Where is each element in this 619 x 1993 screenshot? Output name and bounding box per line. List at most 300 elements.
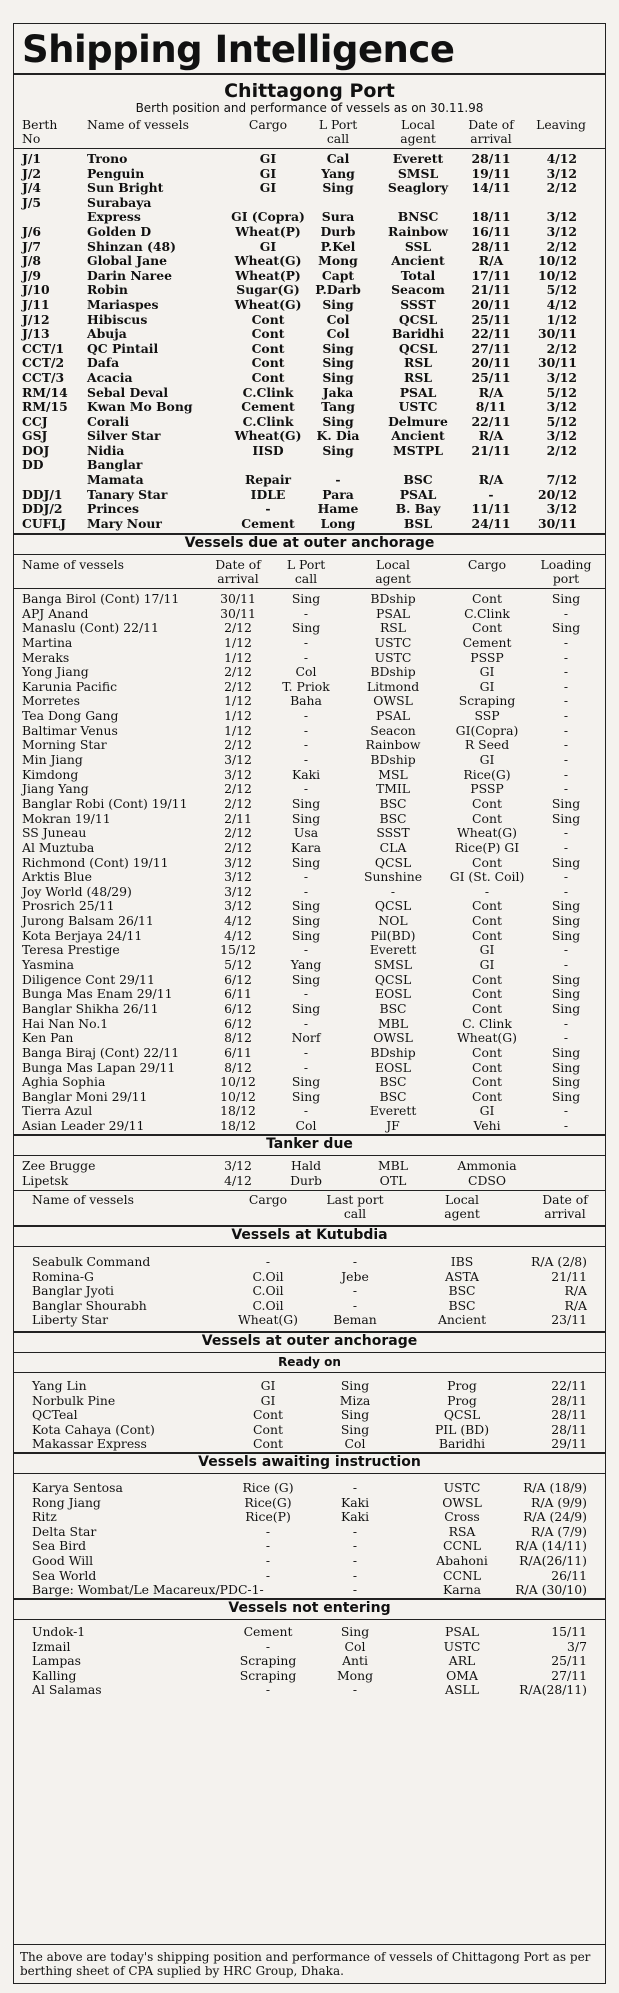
cargo-cell: Repair [244, 472, 292, 488]
agent-cell: PSAL [399, 384, 437, 400]
lport-cell: Col [326, 326, 350, 342]
berth-no-cell: J/13 [22, 326, 50, 342]
vessel-name-cell: Silver Star [87, 428, 161, 444]
table-row [22, 986, 594, 1001]
hdr-tanker-cargo: Cargo [248, 1192, 288, 1207]
arrival-cell: 30/11 [220, 591, 256, 606]
agent-cell: USTC [398, 399, 438, 415]
berth-no-cell: RM/14 [22, 384, 68, 400]
agent-cell: Abahoni [436, 1552, 488, 1568]
loading-port-cell: Sing [551, 971, 581, 987]
arrival-cell: 2/12 [224, 839, 252, 855]
table-row [22, 385, 594, 400]
date-cell: R/A (2/8) [531, 1254, 587, 1269]
berth-no-cell: J/7 [22, 238, 42, 254]
cargo-cell: Rice (G) [242, 1480, 294, 1495]
agent-cell: RSL [404, 355, 432, 371]
agent-cell: BDship [370, 1044, 416, 1060]
berth-no-cell: J/6 [22, 223, 42, 239]
cargo-cell: R Seed [464, 737, 510, 753]
date-cell: 26/11 [551, 1567, 587, 1583]
lport-cell: - [303, 605, 309, 621]
berth-no-cell: J/4 [22, 180, 42, 196]
cargo-cell: Cont [251, 326, 285, 342]
loading-port-cell: - [563, 752, 569, 768]
hdr-outer-port: port [552, 571, 580, 586]
table-row [22, 326, 594, 341]
agent-cell: ARL [448, 1653, 476, 1669]
vessel-name-cell: Diligence Cont 29/11 [22, 971, 155, 987]
lport-cell: Sing [291, 591, 321, 606]
cargo-cell: Cont [472, 1074, 502, 1090]
lport-cell: Kaki [291, 766, 321, 782]
agent-cell: QCSL [374, 854, 412, 870]
vessel-name-cell: Seabulk Command [32, 1254, 151, 1269]
table-row [22, 151, 594, 166]
cargo-cell: Cont [253, 1436, 283, 1452]
table-row [32, 1407, 592, 1422]
agent-cell: PSAL [399, 486, 437, 502]
vessel-name-cell: APJ Anand [22, 605, 89, 621]
cargo-cell: C. Clink [462, 1015, 512, 1031]
vessel-name-cell: Global Jane [87, 253, 168, 269]
hdr-outer-arrival: arrival [217, 571, 259, 586]
cargo-cell: Wheat(G) [457, 825, 517, 841]
agent-cell: MBL [377, 1158, 409, 1173]
lport-cell: - [303, 737, 309, 753]
cargo-cell: Vehi [473, 1118, 501, 1134]
vessel-name-cell: Banglar Shikha 26/11 [22, 1000, 159, 1016]
loading-port-cell: - [563, 1030, 569, 1046]
arrival-cell: 2/12 [224, 620, 252, 636]
leaving-cell: 2/12 [546, 238, 577, 254]
table-row [22, 650, 594, 665]
masthead-rule [14, 73, 605, 75]
lport-cell: Col [326, 311, 350, 327]
vessel-name-cell: Banga Birol (Cont) 17/11 [22, 591, 180, 606]
cargo-cell: Rice(G) [244, 1494, 292, 1510]
arrival-cell: 27/11 [471, 340, 511, 356]
cargo-cell: - [265, 501, 271, 517]
port-title: Chittagong Port [224, 80, 395, 102]
berth-table [22, 151, 594, 530]
vessel-name-cell: Yang Lin [32, 1378, 87, 1393]
kutubdia-table [32, 1254, 592, 1327]
arrival-cell: 6/12 [224, 971, 252, 987]
vessel-name-cell: Zee Brugge [22, 1158, 96, 1173]
awaiting-table [32, 1480, 592, 1597]
tanker-title-rule [14, 1155, 605, 1156]
vessel-name-cell: Martina [22, 634, 73, 650]
vessel-name-cell: Bunga Mas Enam 29/11 [22, 986, 173, 1002]
berth-no-cell: J/8 [22, 253, 42, 269]
agent-cell: OMA [446, 1667, 478, 1683]
table-row [22, 796, 594, 811]
leaving-cell: 5/12 [546, 413, 577, 429]
lport-cell: Sing [291, 795, 321, 811]
agent-cell: BSC [379, 795, 407, 811]
vessel-name-cell: SS Juneau [22, 825, 87, 841]
berth-no-cell: J/1 [22, 151, 42, 166]
cargo-cell: Cont [251, 369, 285, 385]
vessel-name-cell: Mary Nour [87, 515, 162, 531]
lport-cell: Sing [291, 854, 321, 870]
vessel-name-cell: Hai Nan No.1 [22, 1015, 109, 1031]
hdr-outer-call: call [294, 571, 318, 586]
cargo-cell: Cement [243, 1624, 293, 1639]
agent-cell: EOSL [375, 986, 411, 1002]
kutubdia-title-rule [14, 1246, 605, 1247]
loading-port-cell: - [563, 693, 569, 709]
table-row [32, 1283, 592, 1298]
arrival-cell: 4/12 [224, 913, 252, 929]
lport-cell: Yang [321, 165, 355, 181]
table-row [32, 1624, 592, 1639]
table-row [22, 487, 594, 502]
table-row [22, 501, 594, 516]
table-row [22, 370, 594, 385]
lport-cell: Yang [290, 957, 322, 973]
agent-cell: Baridhi [438, 1436, 486, 1452]
cargo-cell: Cont [251, 311, 285, 327]
vessel-name-cell: Kalling [32, 1667, 77, 1683]
cargo-cell: Cement [462, 634, 512, 650]
lport-cell: Sing [322, 340, 354, 356]
vessel-name-cell: Nidia [87, 442, 125, 458]
table-row [32, 1422, 592, 1437]
lport-cell: Long [320, 515, 356, 531]
lport-cell: Sing [291, 913, 321, 929]
arrival-cell: 21/11 [471, 282, 511, 298]
leaving-cell: 4/12 [546, 151, 577, 166]
loading-port-cell: - [563, 1118, 569, 1134]
lport-cell: Capt [321, 267, 355, 283]
lport-cell: Durb [290, 1172, 322, 1188]
vessel-name-cell: Kota Cahaya (Cont) [32, 1421, 155, 1437]
vessel-name-cell: Sea Bird [32, 1538, 87, 1554]
agent-cell: NOL [378, 913, 408, 929]
table-row [22, 1118, 594, 1133]
cargo-cell: Cont [472, 913, 502, 929]
cargo-cell: C.Clink [464, 605, 510, 621]
lport-cell: - [303, 1044, 309, 1060]
table-row [22, 928, 594, 943]
table-row [22, 767, 594, 782]
lport-cell: Sing [340, 1421, 370, 1437]
port-subtitle: Berth position and performance of vessels as on 30.11.98 [135, 101, 484, 115]
arrival-cell: 8/12 [224, 1059, 252, 1075]
cargo-cell: - [265, 1254, 271, 1269]
vessel-name-cell: Hibiscus [87, 311, 148, 327]
leaving-cell: 10/12 [537, 253, 577, 269]
table-row [22, 1158, 594, 1173]
table-row [22, 209, 594, 224]
table-row [22, 428, 594, 443]
agent-cell: BDship [370, 591, 416, 606]
table-row [32, 1378, 592, 1393]
table-row [22, 752, 594, 767]
agent-cell: Prog [447, 1378, 477, 1393]
agent-cell: BSC [379, 1000, 407, 1016]
leaving-cell: 3/12 [546, 209, 577, 225]
vessel-name-cell: Al Muztuba [22, 839, 95, 855]
lport-cell: - [352, 1567, 358, 1583]
agent-cell: Everett [369, 1103, 417, 1119]
table-row [22, 457, 594, 472]
vessel-name-cell: Penguin [87, 165, 145, 181]
vessel-name-cell: Al Salamas [32, 1682, 102, 1698]
lport-cell: Miza [339, 1392, 371, 1408]
cargo-cell: Cont [253, 1421, 283, 1437]
agent-cell: CLA [379, 839, 407, 855]
hdr-call: call [326, 131, 350, 146]
table-row [32, 1436, 592, 1451]
lport-cell: - [352, 1254, 358, 1269]
loading-port-cell: - [563, 957, 569, 973]
cargo-cell: - [265, 1567, 271, 1583]
arrival-cell: 6/12 [224, 1000, 252, 1016]
vessel-name-cell: Banglar Robi (Cont) 19/11 [22, 795, 188, 811]
agent-cell: BSC [448, 1297, 476, 1313]
outer2-title-rule [14, 1352, 605, 1353]
hdr-agent: Local [401, 117, 435, 132]
hdr-vessel-name: Name of vessels [87, 117, 189, 132]
lport-cell: Cal [326, 151, 350, 166]
table-row [22, 913, 594, 928]
cargo-cell: Cont [472, 898, 502, 914]
date-cell: 22/11 [551, 1378, 587, 1393]
hdr-outer-loading: Loading [540, 557, 592, 572]
cargo-cell: GI [259, 238, 277, 254]
vessel-name-cell: Barge: Wombat/Le Macareux/PDC-1- [32, 1582, 264, 1598]
cargo-cell: Scraping [239, 1667, 297, 1683]
cargo-cell: - [265, 1638, 271, 1654]
agent-cell: - [390, 883, 396, 899]
table-row [32, 1480, 592, 1495]
agent-cell: Karna [443, 1582, 481, 1598]
date-cell: 28/11 [551, 1421, 587, 1437]
agent-cell: OWSL [373, 693, 413, 709]
agent-cell: BSC [379, 1074, 407, 1090]
table-row [22, 166, 594, 181]
table-row [32, 1393, 592, 1408]
vessel-name-cell: Jurong Balsam 26/11 [22, 913, 154, 929]
lport-cell: - [303, 883, 309, 899]
agent-cell: USTC [443, 1638, 481, 1654]
vessel-name-cell: Yasmina [22, 957, 75, 973]
arrival-cell: 1/12 [224, 634, 252, 650]
loading-port-cell: Sing [551, 1074, 581, 1090]
arrival-cell: 17/11 [471, 267, 511, 283]
vessel-name-cell: Princes [87, 501, 139, 517]
arrival-cell: 2/12 [224, 678, 252, 694]
date-cell: R/A(28/11) [519, 1682, 587, 1698]
arrival-cell: 1/12 [224, 649, 252, 665]
arrival-cell: 16/11 [471, 223, 511, 239]
agent-cell: Seacon [370, 722, 416, 738]
table-row [22, 693, 594, 708]
outer-title-rule [14, 554, 605, 555]
arrival-cell: 3/12 [224, 869, 252, 885]
table-row [22, 297, 594, 312]
cargo-cell: Wheat(G) [238, 1312, 298, 1328]
loading-port-cell: Sing [551, 927, 581, 943]
table-row [22, 635, 594, 650]
arrival-cell: 22/11 [471, 326, 511, 342]
hdr-lport: L Port [318, 117, 358, 132]
cargo-cell: C.Oil [252, 1268, 284, 1284]
loading-port-cell: - [563, 766, 569, 782]
lport-cell: - [352, 1538, 358, 1554]
agent-cell: SMSL [397, 165, 439, 181]
vessel-name-cell: Robin [87, 282, 128, 298]
lport-cell: Sing [322, 442, 354, 458]
arrival-cell: 28/11 [471, 151, 511, 166]
arrival-cell: 3/12 [224, 752, 252, 768]
lport-cell: - [303, 722, 309, 738]
agent-cell: Ancient [391, 253, 445, 269]
cargo-cell: GI(Copra) [455, 722, 519, 738]
loading-port-cell: Sing [551, 898, 581, 914]
hdr-agent2: agent [400, 131, 436, 146]
lport-cell: Sing [291, 1074, 321, 1090]
lport-cell: K. Dia [316, 428, 360, 444]
agent-cell: SSST [376, 825, 410, 841]
loading-port-cell: - [563, 708, 569, 724]
table-row [22, 869, 594, 884]
vessel-name-cell: Undok-1 [32, 1624, 86, 1639]
agent-cell: Total [400, 267, 436, 283]
arrival-cell: 10/12 [220, 1088, 256, 1104]
cargo-cell: - [484, 883, 490, 899]
table-row [32, 1553, 592, 1568]
table-row [32, 1312, 592, 1327]
ready-on-label: Ready on [278, 1355, 341, 1369]
table-row [32, 1509, 592, 1524]
cargo-cell: - [265, 1552, 271, 1568]
arrival-cell: 6/11 [224, 1044, 252, 1060]
table-row [22, 723, 594, 738]
table-row [22, 239, 594, 254]
hdr-tanker-agent2: agent [444, 1206, 480, 1221]
arrival-cell: 8/12 [224, 1030, 252, 1046]
leaving-cell: 3/12 [546, 501, 577, 517]
date-cell: 23/11 [551, 1312, 587, 1328]
berth-no-cell: J/2 [22, 165, 42, 181]
arrival-cell: 30/11 [220, 605, 256, 621]
table-row [22, 591, 594, 606]
agent-cell: Cross [444, 1509, 480, 1525]
leaving-cell: 5/12 [546, 282, 577, 298]
vessel-name-cell: Kimdong [22, 766, 79, 782]
table-row [22, 253, 594, 268]
loading-port-cell: - [563, 942, 569, 958]
table-row [22, 679, 594, 694]
agent-cell: EOSL [375, 1059, 411, 1075]
lport-cell: Sing [340, 1624, 370, 1639]
vessel-name-cell: Morning Star [22, 737, 107, 753]
hdr-outer-name: Name of vessels [22, 557, 124, 572]
cargo-cell: Wheat(G) [234, 428, 302, 444]
vessel-name-cell: Tierra Azul [22, 1103, 93, 1119]
table-row [22, 898, 594, 913]
tanker-table [22, 1158, 594, 1187]
lport-cell: - [352, 1297, 358, 1313]
date-cell: R/A [564, 1297, 587, 1313]
table-row [22, 341, 594, 356]
lport-cell: Kaki [340, 1509, 370, 1525]
vessel-name-cell: Kwan Mo Bong [87, 399, 193, 415]
arrival-cell: - [488, 486, 494, 502]
hdr-outer-lport: L Port [286, 557, 326, 572]
vessel-name-cell: Min Jiang [22, 752, 83, 768]
hdr-outer-cargo: Cargo [467, 557, 507, 572]
lport-cell: Sura [321, 209, 355, 225]
agent-cell: Sunshine [363, 869, 423, 885]
table-row [22, 884, 594, 899]
cargo-cell: GI [479, 678, 495, 694]
berth-no-cell: CCT/2 [22, 355, 65, 371]
arrival-cell: 2/12 [224, 795, 252, 811]
loading-port-cell: - [563, 737, 569, 753]
agent-cell: Baridhi [391, 326, 445, 342]
vessel-name-cell: Aghia Sophia [22, 1074, 106, 1090]
table-row [22, 1016, 594, 1031]
vessel-name-cell: Richmond (Cont) 19/11 [22, 854, 169, 870]
arrival-cell: 3/12 [224, 854, 252, 870]
table-row [22, 1074, 594, 1089]
vessel-name-cell: Sea World [32, 1567, 97, 1583]
vessel-name-cell: Tea Dong Gang [22, 708, 119, 724]
arrival-cell: 18/11 [471, 209, 511, 225]
vessel-name-cell: Arktis Blue [22, 869, 92, 885]
arrival-cell: 6/12 [224, 1015, 252, 1031]
agent-cell: MSL [378, 766, 408, 782]
date-cell: 25/11 [551, 1653, 587, 1669]
agent-cell: RSL [404, 369, 432, 385]
leaving-cell: 1/12 [546, 311, 577, 327]
table-row [22, 516, 594, 531]
tanker-title: Tanker due [266, 1136, 353, 1152]
lport-cell: P.Kel [320, 238, 356, 254]
table-row [32, 1668, 592, 1683]
lport-cell: Beman [333, 1312, 377, 1328]
berth-no-cell: J/10 [22, 282, 50, 298]
cargo-cell: GI [260, 1392, 276, 1408]
cargo-cell: GI [259, 165, 277, 181]
agent-cell: Rainbow [365, 737, 421, 753]
ready-on-rule [14, 1372, 605, 1373]
lport-cell: Tang [321, 399, 355, 415]
outer2-table [32, 1378, 592, 1451]
agent-cell: QCSL [374, 971, 412, 987]
arrival-cell: 3/12 [224, 1158, 252, 1173]
lport-cell: Durb [320, 223, 356, 239]
vessel-name-cell: Surabaya [87, 194, 152, 210]
date-cell: R/A (7/9) [531, 1523, 587, 1539]
arrival-cell: 2/12 [224, 825, 252, 841]
cargo-cell: Ammonia [457, 1158, 517, 1173]
arrival-cell: 2/11 [224, 810, 252, 826]
lport-cell: Sing [322, 413, 354, 429]
vessel-name-cell: Asian Leader 29/11 [22, 1118, 145, 1134]
table-row [22, 1089, 594, 1104]
date-cell: R/A (24/9) [523, 1509, 587, 1525]
cargo-cell: Scraping [458, 693, 516, 709]
hdr-berth: Berth [22, 117, 58, 132]
vessel-name-cell: Sebal Deval [87, 384, 169, 400]
agent-cell: USTC [374, 634, 412, 650]
